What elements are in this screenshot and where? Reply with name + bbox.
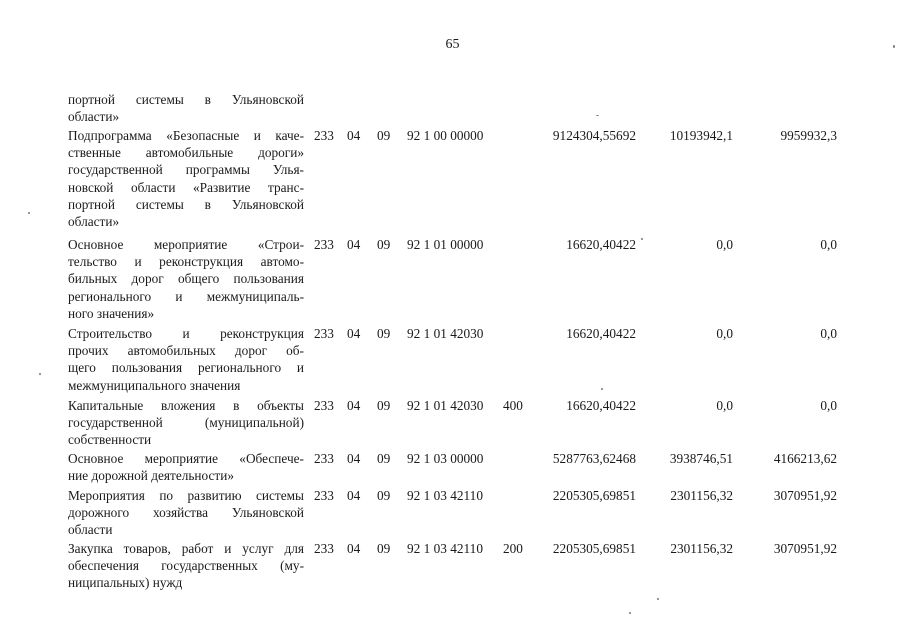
item-name-cell [68,325,304,394]
amount-year1-cell: 2205305,69851 [552,488,636,503]
item-name-line: собственности [68,432,152,448]
amount-year1-cell: 16620,40422 [566,398,636,413]
item-name-line: Мероприятия по развитию системы [68,488,304,503]
amount-year3-cell: 9959932,3 [780,128,837,143]
amount-year2-cell: 0,0 [716,326,733,341]
subsection-code-cell: 09 [377,398,391,413]
item-name-line: ние дорожной деятельности» [68,468,234,484]
amount-year1-cell: 16620,40422 [566,237,636,252]
item-name-cell [68,127,304,230]
item-name-line: Капитальные вложения в объекты [68,398,304,413]
target-item-code-cell: 92 1 03 42110 [407,488,483,503]
admin-code-cell: 233 [314,541,334,556]
target-item-code-cell: 92 1 03 00000 [407,451,484,466]
admin-code-cell: 233 [314,326,334,341]
item-name-line: государственной (муниципальной) [68,415,304,431]
subsection-code-cell: 09 [377,451,391,466]
item-name-line: Подпрограмма «Безопасные и каче- [68,128,304,143]
amount-year3-cell: 4166213,62 [773,451,837,466]
item-name-line: области» [68,213,120,229]
section-code-cell: 04 [347,326,361,341]
expense-type-code-cell: 400 [503,398,523,413]
subsection-code-cell: 09 [377,326,391,341]
item-name-line: области» [68,109,120,125]
amount-year3-cell: 0,0 [820,326,837,341]
scan-speck [657,598,659,600]
section-code-cell: 04 [347,541,361,556]
section-code-cell: 04 [347,398,361,413]
item-name-line: ного значения» [68,305,155,321]
amount-year2-cell: 2301156,32 [670,541,733,556]
subsection-code-cell: 09 [377,541,391,556]
admin-code-cell: 233 [314,128,334,143]
amount-year3-cell: 0,0 [820,237,837,252]
amount-year1-cell: 16620,40422 [566,326,636,341]
item-name-cell [68,540,304,592]
item-name-line: новской области «Развитие транс- [68,179,304,195]
item-name-line: области [68,522,113,538]
item-name-line: Закупка товаров, работ и услуг для [68,541,304,556]
item-name-line: ниципальных) нужд [68,575,183,591]
item-name-line: Основное мероприятие «Обеспече- [68,451,304,466]
amount-year2-cell: 3938746,51 [669,451,733,466]
admin-code-cell: 233 [314,237,334,252]
section-code-cell: 04 [347,128,361,143]
subsection-code-cell: 09 [377,237,391,252]
item-name-line: прочих автомобильных дорог об- [68,343,304,359]
target-item-code-cell: 92 1 00 00000 [407,128,484,143]
amount-year2-cell: 0,0 [716,398,733,413]
item-name-line: портной системы в Ульяновской [68,92,304,107]
amount-year1-cell: 9124304,55692 [552,128,636,143]
item-name-line: Основное мероприятие «Строи- [68,237,304,252]
item-name-cell [68,91,304,125]
subsection-code-cell: 09 [377,128,391,143]
amount-year1-cell: 2205305,69851 [552,541,636,556]
target-item-code-cell: 92 1 01 00000 [407,237,484,252]
scan-speck [28,212,30,214]
item-name-line: щего пользования регионального и [68,360,304,376]
item-name-cell [68,236,304,322]
item-name-cell [68,450,304,484]
section-code-cell: 04 [347,451,361,466]
page-number: 65 [445,37,460,52]
amount-year2-cell: 0,0 [716,237,733,252]
subsection-code-cell: 09 [377,488,391,503]
item-name-line: регионального и межмуниципаль- [68,288,304,304]
expense-type-code-cell: 200 [503,541,523,556]
item-name-cell [68,487,304,539]
section-code-cell: 04 [347,488,361,503]
target-item-code-cell: 92 1 03 42110 [407,541,483,556]
scan-speck [641,238,643,240]
scan-speck [596,115,599,116]
target-item-code-cell: 92 1 01 42030 [407,326,484,341]
scan-speck [629,612,631,614]
section-code-cell: 04 [347,237,361,252]
scan-speck [39,373,41,375]
item-name-line: государственной программы Улья- [68,162,304,178]
scan-speck [601,388,603,390]
amount-year3-cell: 3070951,92 [773,488,837,503]
amount-year2-cell: 10193942,1 [669,128,733,143]
amount-year3-cell: 3070951,92 [773,541,837,556]
amount-year1-cell: 5287763,62468 [552,451,636,466]
admin-code-cell: 233 [314,451,334,466]
item-name-line: бильных дорог общего пользования [68,271,304,287]
admin-code-cell: 233 [314,398,334,413]
admin-code-cell: 233 [314,488,334,503]
amount-year2-cell: 2301156,32 [670,488,733,503]
item-name-line: ственные автомобильные дороги» [68,145,304,161]
amount-year3-cell: 0,0 [820,398,837,413]
item-name-line: Строительство и реконструкция [68,326,304,341]
item-name-cell [68,397,304,449]
target-item-code-cell: 92 1 01 42030 [407,398,484,413]
item-name-line: обеспечения государственных (му- [68,558,304,574]
item-name-line: дорожного хозяйства Ульяновской [68,505,304,521]
scan-speck [893,45,895,48]
item-name-line: тельство и реконструкция автомо- [68,254,304,270]
item-name-line: портной системы в Ульяновской [68,196,304,212]
item-name-line: межмуниципального значения [68,377,241,393]
